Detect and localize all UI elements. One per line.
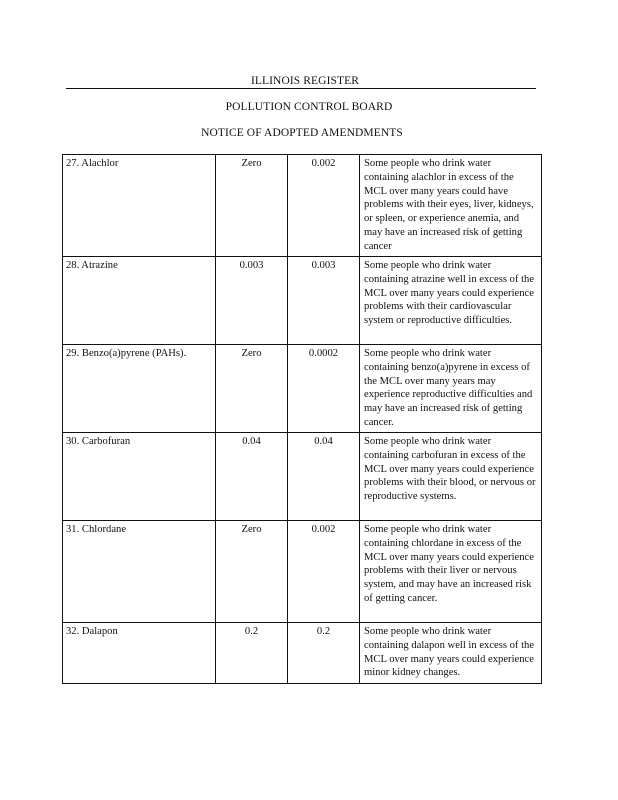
table-row: [63, 623, 542, 684]
mcl-value: 0.2: [288, 623, 360, 684]
contaminant-name: 29. Benzo(a)pyrene (PAHs).: [63, 345, 216, 433]
register-title: ILLINOIS REGISTER: [250, 75, 360, 87]
contaminant-name: 27. Alachlor: [63, 155, 216, 257]
notice-title: NOTICE OF ADOPTED AMENDMENTS: [201, 127, 403, 139]
health-effects: Some people who drink water containing atrazine well in excess of the MCL over many years could experience problems with their cardiovascular system or reproductive difficulties.: [360, 257, 542, 345]
contaminant-name: 30. Carbofuran: [63, 433, 216, 521]
table-row: [63, 345, 542, 433]
mcl-value: 0.0002: [288, 345, 360, 433]
contaminant-name: 31. Chlordane: [63, 521, 216, 623]
contaminant-name: 32. Dalapon: [63, 623, 216, 684]
contaminant-table: [62, 154, 542, 684]
mclg-value: Zero: [216, 345, 288, 433]
board-title: POLLUTION CONTROL BOARD: [225, 101, 393, 113]
mcl-value: 0.04: [288, 433, 360, 521]
header-rule: [66, 88, 536, 89]
contaminant-name: 28. Atrazine: [63, 257, 216, 345]
health-effects: Some people who drink water containing dalapon well in excess of the MCL over many years could experience minor kidney changes.: [360, 623, 542, 684]
mclg-value: 0.003: [216, 257, 288, 345]
health-effects: Some people who drink water containing alachlor in excess of the MCL over many years could have problems with their eyes, liver, kidneys, or spleen, or experience anemia, and may have an increased risk of getting cancer: [360, 155, 542, 257]
mcl-value: 0.003: [288, 257, 360, 345]
health-effects: Some people who drink water containing chlordane in excess of the MCL over many years could experience problems with their liver or nervous system, and may have an increased risk of getting cancer.: [360, 521, 542, 623]
table-row: [63, 521, 542, 623]
mclg-value: 0.04: [216, 433, 288, 521]
mclg-value: 0.2: [216, 623, 288, 684]
health-effects: Some people who drink water containing benzo(a)pyrene in excess of the MCL over many years may experience reproductive difficulties and may have an increased risk of getting cancer.: [360, 345, 542, 433]
mcl-value: 0.002: [288, 155, 360, 257]
table-row: [63, 433, 542, 521]
mclg-value: Zero: [216, 521, 288, 623]
mclg-value: Zero: [216, 155, 288, 257]
table-row: [63, 155, 542, 257]
mcl-value: 0.002: [288, 521, 360, 623]
table-row: [63, 257, 542, 345]
health-effects: Some people who drink water containing carbofuran in excess of the MCL over many years could experience problems with their blood, or nervous or reproductive systems.: [360, 433, 542, 521]
